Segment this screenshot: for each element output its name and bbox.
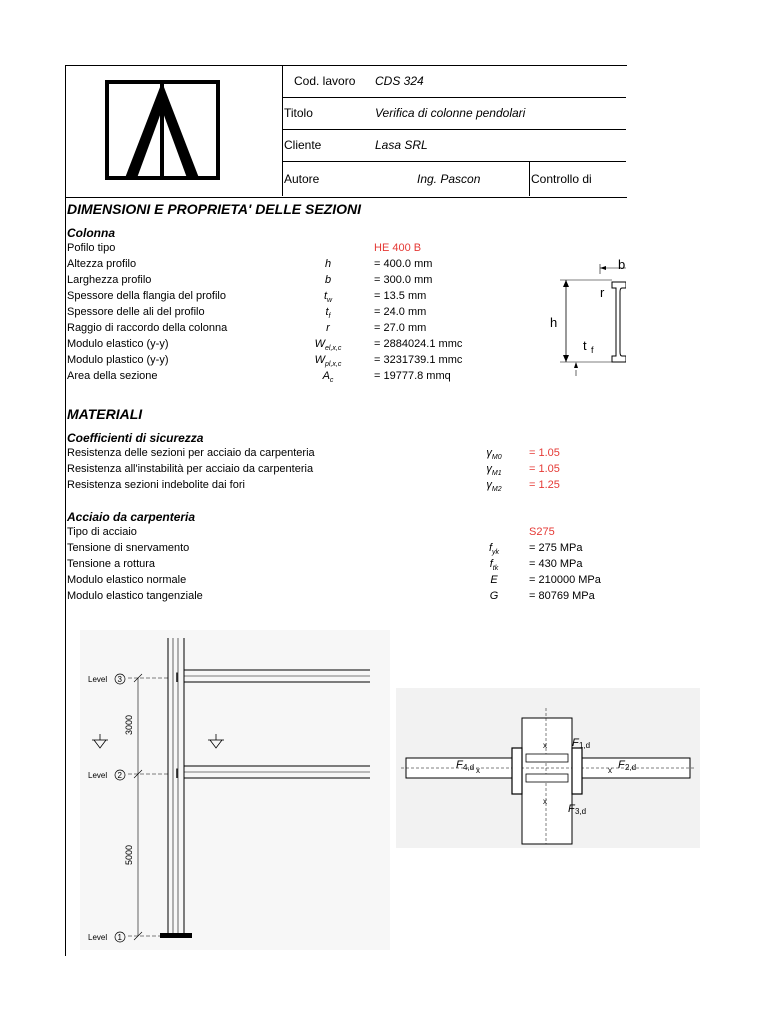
row-label: Modulo elastico (y-y): [67, 338, 169, 350]
symbol-subscript: M0: [491, 454, 502, 462]
row-label: Spessore delle ali del profilo: [67, 306, 205, 318]
table-row: [0, 463, 768, 479]
author-label: Autore: [284, 172, 320, 186]
row-label: Tensione a rottura: [67, 558, 156, 570]
symbol-main: f: [489, 558, 493, 570]
author-value: Ing. Pascon: [417, 172, 481, 186]
force-f4-subscript: 4,d: [463, 763, 475, 772]
row-value: S275: [529, 526, 555, 538]
row-label: Resistenza delle sezioni per acciaio da carpenteria: [67, 447, 315, 459]
title-label: Titolo: [284, 106, 313, 120]
row-label: Raggio di raccordo della colonna: [67, 322, 228, 334]
svg-text:x: x: [608, 766, 612, 775]
symbol-main: b: [324, 274, 332, 286]
row-value: = 13.5 mm: [374, 290, 427, 302]
company-logo: [105, 80, 220, 180]
svg-text:x: x: [543, 797, 547, 806]
row-value: = 80769 MPa: [529, 590, 595, 602]
symbol-main: r: [326, 322, 330, 334]
table-row: [0, 274, 768, 290]
row-symbol: [474, 447, 514, 461]
row-value: = 27.0 mm: [374, 322, 427, 334]
header-row-line: [282, 97, 626, 98]
row-label: Altezza profilo: [67, 258, 137, 270]
symbol-main: W: [314, 338, 326, 350]
row-symbol: [474, 463, 514, 477]
symbol-subscript: w: [327, 297, 333, 305]
table-row: [0, 258, 768, 274]
row-symbol: [308, 258, 348, 272]
frame-elevation-figure: [80, 630, 390, 950]
row-symbol: [308, 322, 348, 336]
row-label: Pofilo tipo: [67, 242, 116, 254]
subtitle-steel: Acciaio da carpenteria: [67, 510, 196, 524]
symbol-main: γ: [486, 479, 492, 491]
check-label: Controllo di: [531, 172, 592, 186]
level-3-label: Level: [88, 675, 108, 684]
row-value: = 1.05: [529, 463, 560, 475]
force-f4-label: F: [456, 759, 463, 771]
svg-text:x: x: [476, 766, 480, 775]
force-f2-subscript: 2,d: [625, 763, 637, 772]
row-value: = 2884024.1 mmc: [374, 338, 463, 350]
row-value: = 19777.8 mmq: [374, 370, 451, 382]
row-label: Resistenza sezioni indebolite dai fori: [67, 479, 245, 491]
table-row: [0, 542, 768, 558]
row-label: Resistenza all'instabilità per acciaio da carpenteria: [67, 463, 314, 475]
node-detail-figure: [396, 688, 700, 848]
row-value: = 3231739.1 mmc: [374, 354, 463, 366]
header-cell-divider: [529, 161, 530, 196]
r-symbol: r: [600, 285, 605, 300]
force-f1-label: F: [572, 737, 579, 749]
row-label: Tipo di acciaio: [67, 526, 137, 538]
header-row-line: [282, 161, 626, 162]
force-f3-subscript: 3,d: [575, 807, 587, 816]
symbol-main: G: [489, 590, 499, 602]
row-symbol: [474, 542, 514, 556]
table-row: [0, 370, 768, 386]
row-label: Area della sezione: [67, 370, 158, 382]
symbol-subscript: yk: [492, 549, 500, 557]
level-2-number: 2: [117, 771, 122, 780]
symbol-subscript: M1: [491, 470, 502, 478]
symbol-subscript: tk: [492, 565, 499, 573]
svg-text:I: I: [175, 765, 179, 781]
code-label: Cod. lavoro: [294, 74, 356, 88]
force-f3-label: F: [568, 803, 575, 815]
row-value: = 1.25: [529, 479, 560, 491]
row-value: = 275 MPa: [529, 542, 583, 554]
subtitle-colonna: Colonna: [67, 226, 115, 240]
row-value: = 1.05: [529, 447, 560, 459]
table-row: [0, 338, 768, 354]
table-row: [0, 574, 768, 590]
symbol-main: h: [324, 258, 332, 270]
header-row-line: [282, 129, 626, 130]
dim-3000: 3000: [124, 714, 134, 735]
header-divider: [282, 65, 283, 196]
svg-text:x: x: [543, 741, 547, 750]
table-row: [0, 290, 768, 306]
symbol-main: W: [314, 354, 326, 366]
f-symbol: f: [591, 345, 594, 355]
row-value: = 400.0 mm: [374, 258, 433, 270]
row-symbol: [308, 290, 348, 304]
symbol-main: f: [488, 542, 493, 554]
symbol-main: γ: [486, 463, 492, 475]
row-symbol: [474, 558, 514, 572]
row-value: = 210000 MPa: [529, 574, 601, 586]
t-symbol: t: [583, 338, 587, 353]
table-row: [0, 322, 768, 338]
symbol-subscript: pl,x,c: [325, 361, 342, 369]
symbol-main: t: [325, 306, 329, 318]
level-2-label: Level: [88, 771, 108, 780]
symbol-main: γ: [486, 447, 492, 459]
symbol-main: A: [322, 370, 330, 382]
symbol-subscript: c: [329, 377, 334, 385]
row-symbol: [474, 590, 514, 604]
table-row: [0, 558, 768, 574]
row-symbol: [308, 306, 348, 320]
level-1-label: Level: [88, 933, 108, 942]
client-label: Cliente: [284, 138, 322, 152]
row-label: Larghezza profilo: [67, 274, 152, 286]
symbol-subscript: el,x,c: [325, 345, 342, 353]
row-label: Modulo plastico (y-y): [67, 354, 169, 366]
table-row: [0, 354, 768, 370]
symbol-main: t: [323, 290, 327, 302]
section-profile-figure: [540, 252, 626, 382]
dim-5000: 5000: [124, 844, 134, 865]
row-symbol: [474, 479, 514, 493]
row-label: Spessore della flangia del profilo: [67, 290, 226, 302]
force-f2-label: F: [618, 759, 625, 771]
table-row: [0, 447, 768, 463]
b-symbol: b: [618, 257, 626, 272]
section-title-dimensions: DIMENSIONI E PROPRIETA' DELLE SEZIONI: [67, 201, 361, 217]
client-value: Lasa SRL: [375, 138, 428, 152]
table-row: [0, 526, 768, 542]
row-value: = 300.0 mm: [374, 274, 433, 286]
row-symbol: [308, 370, 348, 384]
row-symbol: [474, 574, 514, 588]
level-1-number: 1: [117, 933, 122, 942]
code-value: CDS 324: [375, 74, 424, 88]
row-symbol: [308, 338, 348, 352]
row-label: Tensione di snervamento: [67, 542, 190, 554]
force-f1-subscript: 1,d: [579, 741, 591, 750]
section-title-materials: MATERIALI: [67, 406, 143, 422]
symbol-subscript: f: [328, 313, 331, 321]
row-label: Modulo elastico normale: [67, 574, 187, 586]
row-value: HE 400 B: [374, 242, 422, 254]
table-row: [0, 590, 768, 606]
subtitle-safety-coefficients: Coefficienti di sicurezza: [67, 431, 204, 445]
row-value: = 430 MPa: [529, 558, 583, 570]
table-row: [0, 306, 768, 322]
level-3-number: 3: [117, 675, 122, 684]
table-row: [0, 479, 768, 495]
table-row: [0, 242, 768, 258]
h-symbol: h: [550, 315, 558, 330]
row-label: Modulo elastico tangenziale: [67, 590, 203, 602]
svg-text:I: I: [175, 669, 179, 685]
symbol-main: E: [490, 574, 498, 586]
row-symbol: [308, 274, 348, 288]
title-value: Verifica di colonne pendolari: [375, 106, 526, 120]
symbol-subscript: M2: [491, 486, 502, 494]
row-symbol: [308, 354, 348, 368]
row-value: = 24.0 mm: [374, 306, 427, 318]
